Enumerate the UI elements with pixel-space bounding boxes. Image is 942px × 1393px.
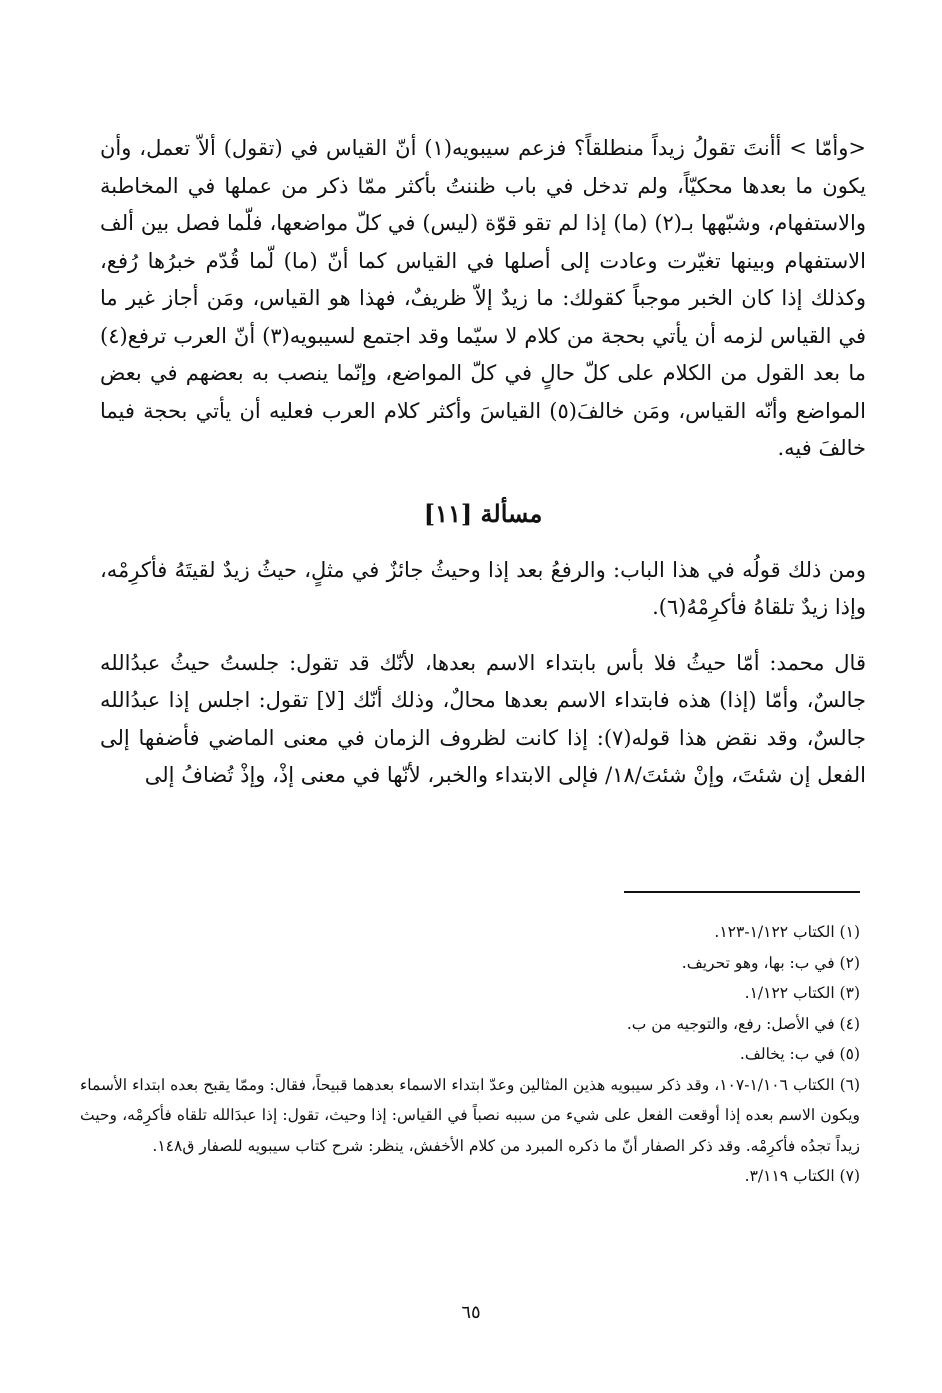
footnote: (٢) في ب: بها، وهو تحريف. — [681, 953, 860, 972]
footnote-divider — [624, 891, 860, 893]
body-paragraph: ومن ذلك قولُه في هذا الباب: والرفعُ بعد إذا وحيثُ جائزٌ في مثلٍ، حيثُ زيدٌ لقيتَهُ فأكرِمْه، وإذا زيدٌ تلقاهُ فأكرِمْهُ(٦). — [100, 557, 866, 619]
body-paragraph: قال محمد: أمّا حيثُ فلا بأس بابتداء الاسم بعدها، لأنّك قد تقول: جلستُ حيثُ عبدُالله جالسٌ، وأمّا (إذا) هذه فابتداء الاسم بعدها محالٌ، وذلك أنّك [لا] تقول: اجلس إذا عبدُالله جالسٌ، وقد نقض هذا قوله(٧): إذا كانت لظروف الزمان في معنى الماضي فأضفها إلى الفعل إن شئتَ، وإنْ شئتَ/١٨/ فإلى الابتداء والخبر، لأنّها في معنى إذْ، وإذْ تُضافُ إلى — [100, 650, 866, 787]
footnotes — [80, 917, 860, 1192]
section-heading: مسألة [١١] — [423, 498, 543, 528]
footnote: (٣) الكتاب ١/١٢٢. — [744, 984, 860, 1002]
footnote: (٧) الكتاب ٣/١١٩. — [744, 1167, 860, 1185]
footnote: (٦) الكتاب ١/١٠٦-١٠٧، وقد ذكر سيبويه هذين المثالين وعدّ ابتداء الاسماء بعدهما قبيحاً، فقال: وممّا يقبح بعده ابتداء الأسماء ويكون الاسم بعده إذا أوقعت الفعل على شيء من سببه نصباً في القياس: إذا وحيث، تقول: إذا عبدَالله تلقاه فأكرِمْه، وحيث زيداً تجدُه فأكرِمْه. وقد ذكر الصفار أنّ ما ذكره المبرد من كلام الأخفش، ينظر: شرح كتاب سيبويه للصفار ق١٤٨. — [80, 1075, 861, 1155]
footnote: (٥) في ب: يخالف. — [739, 1045, 860, 1063]
footnote: (٤) في الأصل: رفع، والتوجيه من ب. — [626, 1014, 860, 1033]
page-body — [100, 130, 866, 795]
page-number: ٦٥ — [461, 1302, 481, 1323]
footnote: (١) الكتاب ١/١٢٢-١٢٣. — [714, 923, 860, 941]
body-paragraph: <وأمّا > أأنتَ تقولُ زيداً منطلقاً؟ فزعم سيبويه(١) أنّ القياس في (تقول) ألاّ تعمل، وأن يكون ما بعدها محكيّاً، ولم تدخل في باب ظننتُ بأكثر ممّا ذكر من عملها في المخاطبة والاستفهام، وشبّهها بـ(٢) (ما) إذا لم تقو قوّة (ليس) في كلّ مواضعها، فلّما فصل بين ألف الاستفهام وبينها تغيّرت وعادت إلى أصلها في القياس كما أنّ (ما) لّما قُدّم خبرُها رُفع، وكذلك إذا كان الخبر موجباً كقولك: ما زيدٌ إلاّ ظريفٌ، فهذا هو القياس، ومَن أجاز غير ما في القياس لزمه أن يأتي بحجة من كلام لا سيّما وقد اجتمع لسيبويه(٣) أنّ العرب ترفع(٤) ما بعد القول من الكلام على كلّ حالٍ في كلّ المواضع، وإنّما ينصب به بعضهم في بعض المواضع وأنّه القياس، ومَن خالفَ(٥) القياسَ وأكثر كلام العرب فعليه أن يأتي بحجة فيما خالفَ فيه. — [100, 136, 867, 460]
